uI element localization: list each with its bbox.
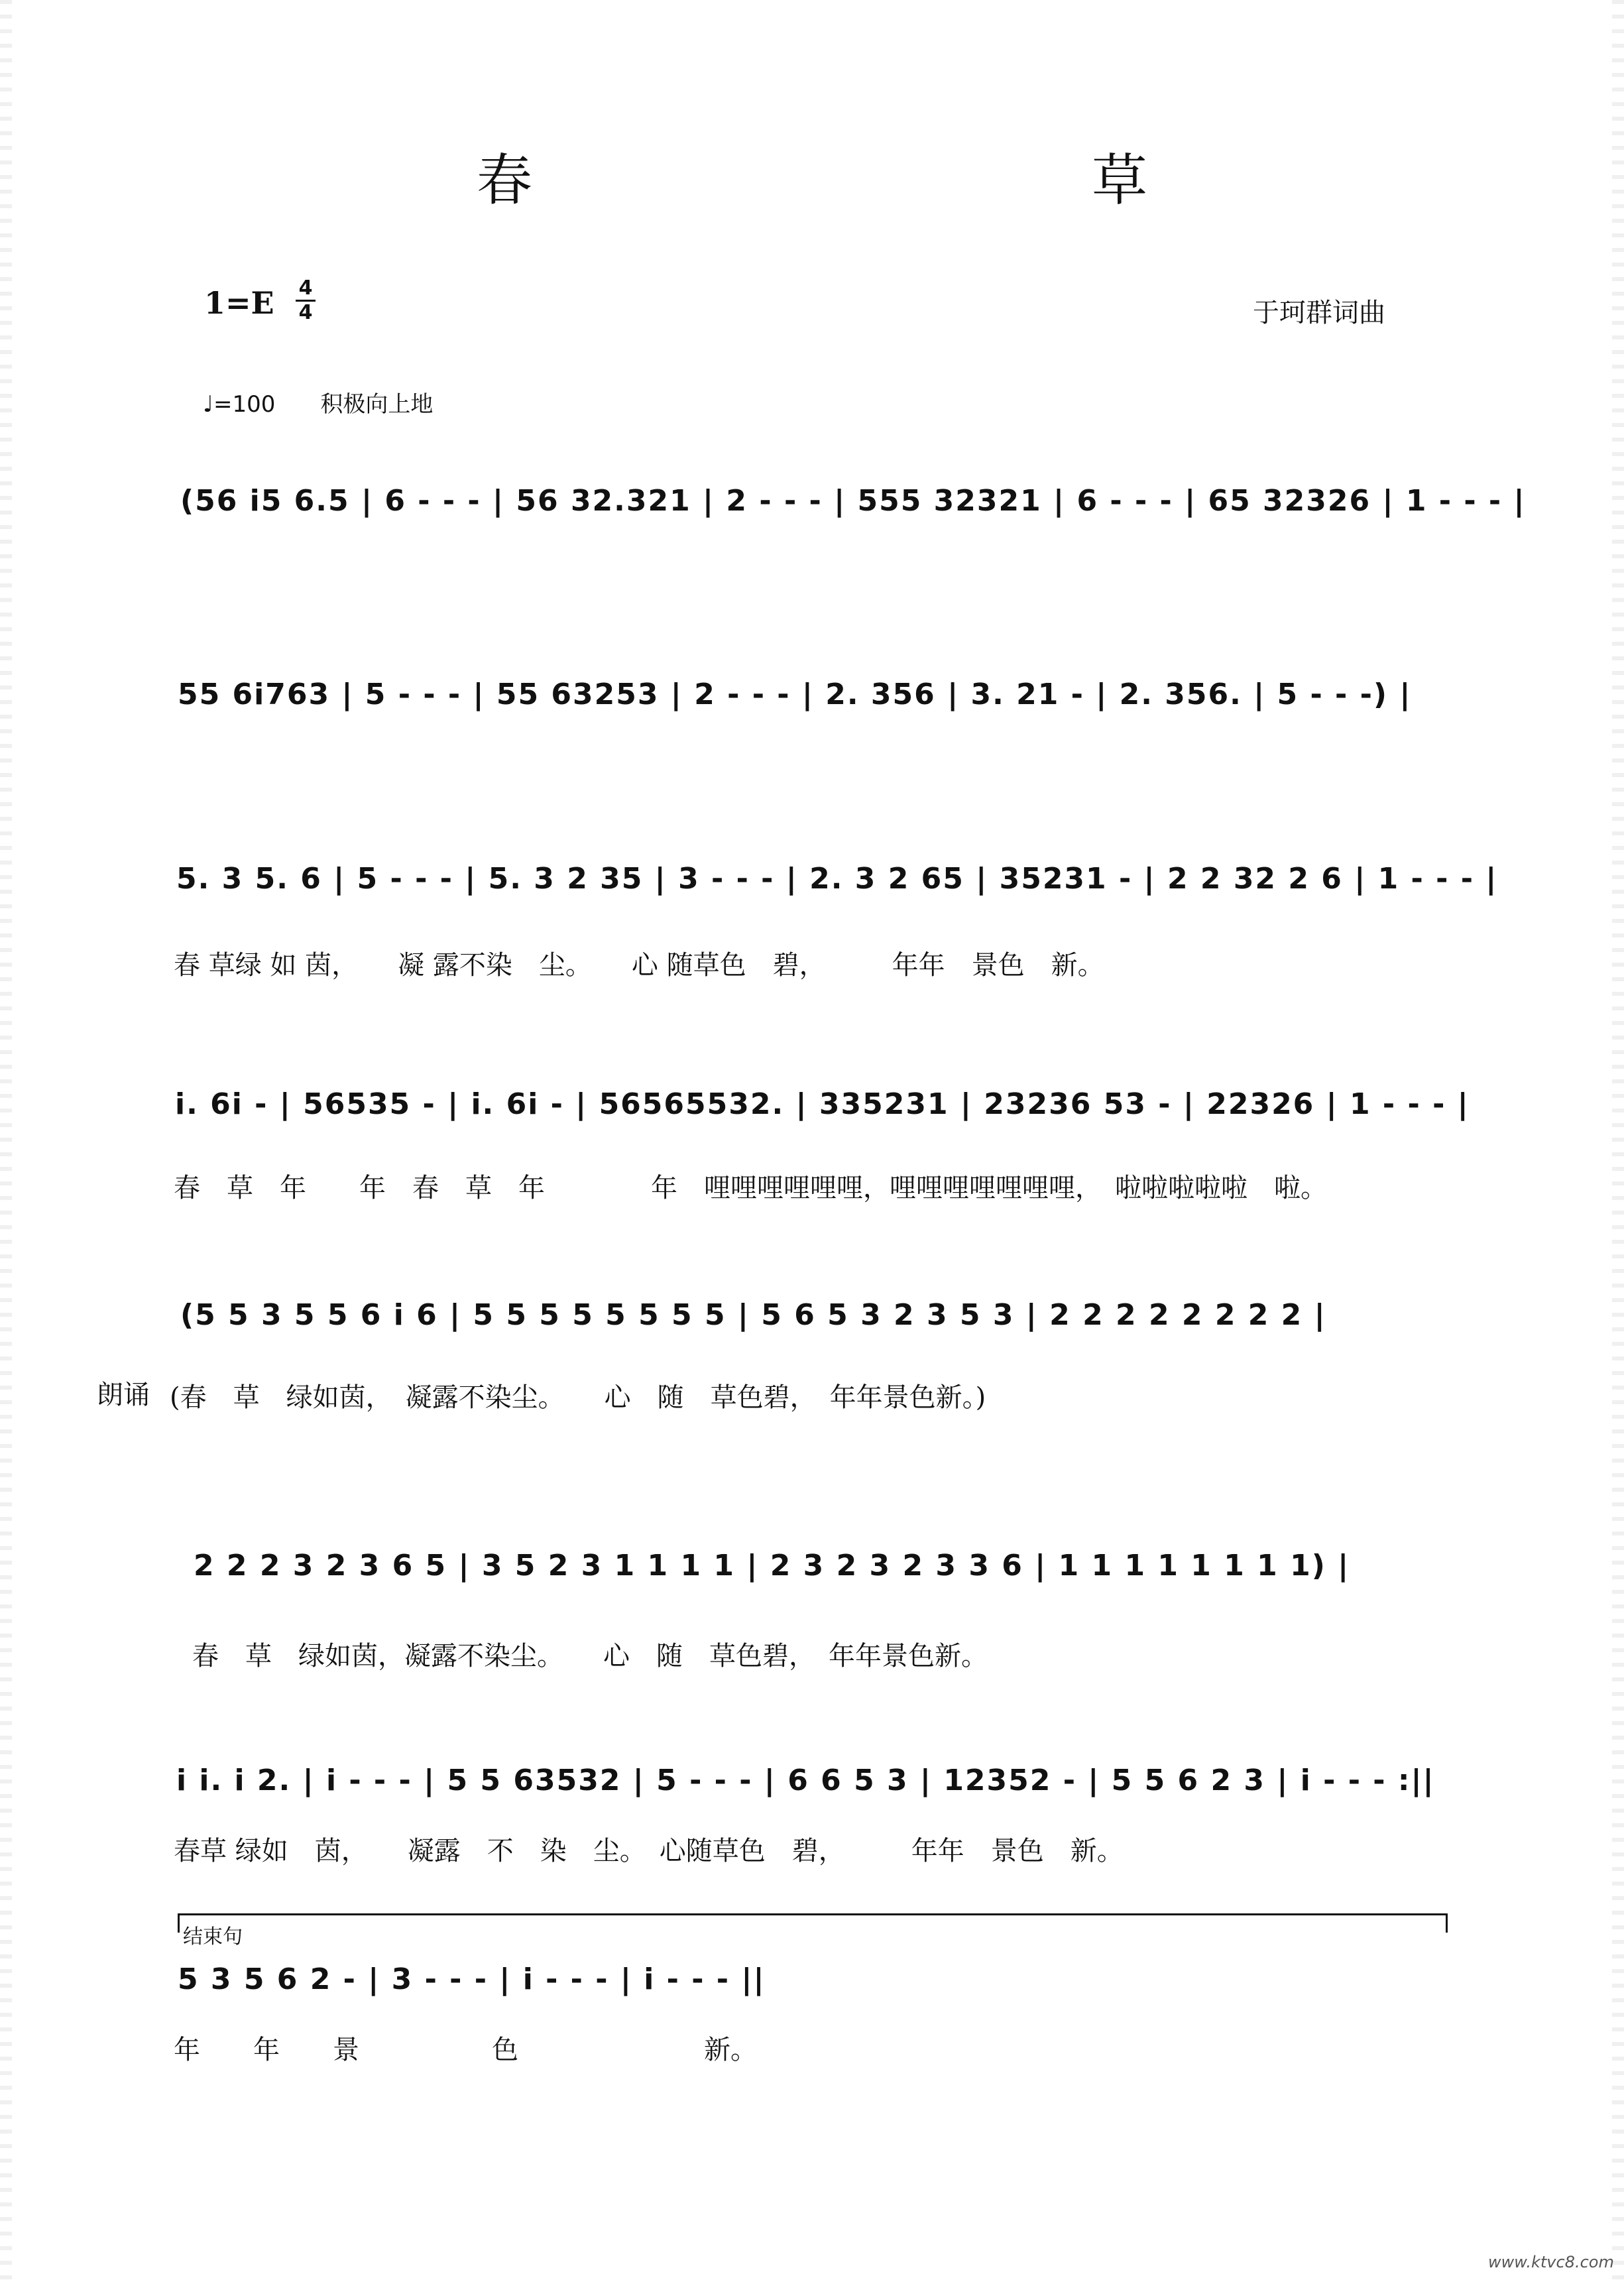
coda-label: 结束句	[183, 1925, 243, 1949]
notation-line-2: 55 6i763 | 5 - - - | 55 63253 | 2 - - - | 2. 356 | 3. 21 - | 2. 356. | 5 - - -) |	[178, 678, 1412, 711]
left-page-edge	[0, 0, 12, 2284]
time-signature-top: 4	[298, 276, 313, 300]
composer-credit: 于珂群词曲	[1253, 298, 1385, 328]
notation-line-5: (5 5 3 5 5 6 i 6 | 5 5 5 5 5 5 5 5 | 5 6 5 3 2 3 5 3 | 2 2 2 2 2 2 2 2 |	[180, 1298, 1326, 1332]
tempo-marking: ♩=100 积极向上地	[203, 391, 434, 418]
notation-line-4: i. 6i - | 56535 - | i. 6i - | 56565532. | 335231 | 23236 53 - | 22326 | 1 - - - |	[175, 1087, 1470, 1121]
lyrics-line-6: 春 草 绿如茵，凝露不染尘。 心 随 草色碧， 年年景色新。	[192, 1641, 988, 1671]
notation-line-1: (56 i5 6.5 | 6 - - - | 56 32.321 | 2 - - - | 555 32321 | 6 - - - | 65 32326 | 1 - - - |	[180, 484, 1526, 518]
lyrics-line-4: 春 草 年 年 春 草 年 年 哩哩哩哩哩哩，哩哩哩哩哩哩哩， 啦啦啦啦啦 啦。	[174, 1173, 1327, 1203]
notation-line-3: 5. 3 5. 6 | 5 - - - | 5. 3 2 35 | 3 - - - | 2. 3 2 65 | 35231 - | 2 2 32 2 6 | 1 - - - |	[176, 862, 1498, 896]
notation-line-7: i i. i 2. | i - - - | 5 5 63532 | 5 - - - | 6 6 5 3 | 12352 - | 5 5 6 2 3 | i - - - :||	[176, 1764, 1435, 1797]
page-title: 春 草	[476, 148, 1399, 213]
time-signature	[296, 277, 316, 324]
right-page-edge	[1612, 0, 1624, 2284]
lyrics-line-3: 春 草绿 如 茵， 凝 露不染 尘。 心 随草色 碧， 年年 景色 新。	[174, 950, 1104, 981]
watermark: www.ktvc8.com	[1488, 2253, 1614, 2271]
time-signature-bottom: 4	[298, 301, 313, 324]
key-signature: 1=E	[204, 285, 274, 321]
lyrics-line-5: (春 草 绿如茵， 凝露不染尘。 心 随 草色碧， 年年景色新。)	[170, 1382, 986, 1413]
recitation-label: 朗诵	[97, 1380, 150, 1410]
coda-bracket	[178, 1913, 1448, 1933]
lyrics-line-7: 春草 绿如 茵， 凝露 不 染 尘。 心随草色 碧， 年年 景色 新。	[174, 1836, 1124, 1866]
notation-line-8: 5 3 5 6 2 - | 3 - - - | i - - - | i - - - ||	[178, 1962, 766, 1996]
lyrics-line-8: 年 年 景 色 新。	[174, 2035, 757, 2065]
notation-line-6: 2 2 2 3 2 3 6 5 | 3 5 2 3 1 1 1 1 | 2 3 2 3 2 3 3 6 | 1 1 1 1 1 1 1 1) |	[194, 1549, 1350, 1583]
